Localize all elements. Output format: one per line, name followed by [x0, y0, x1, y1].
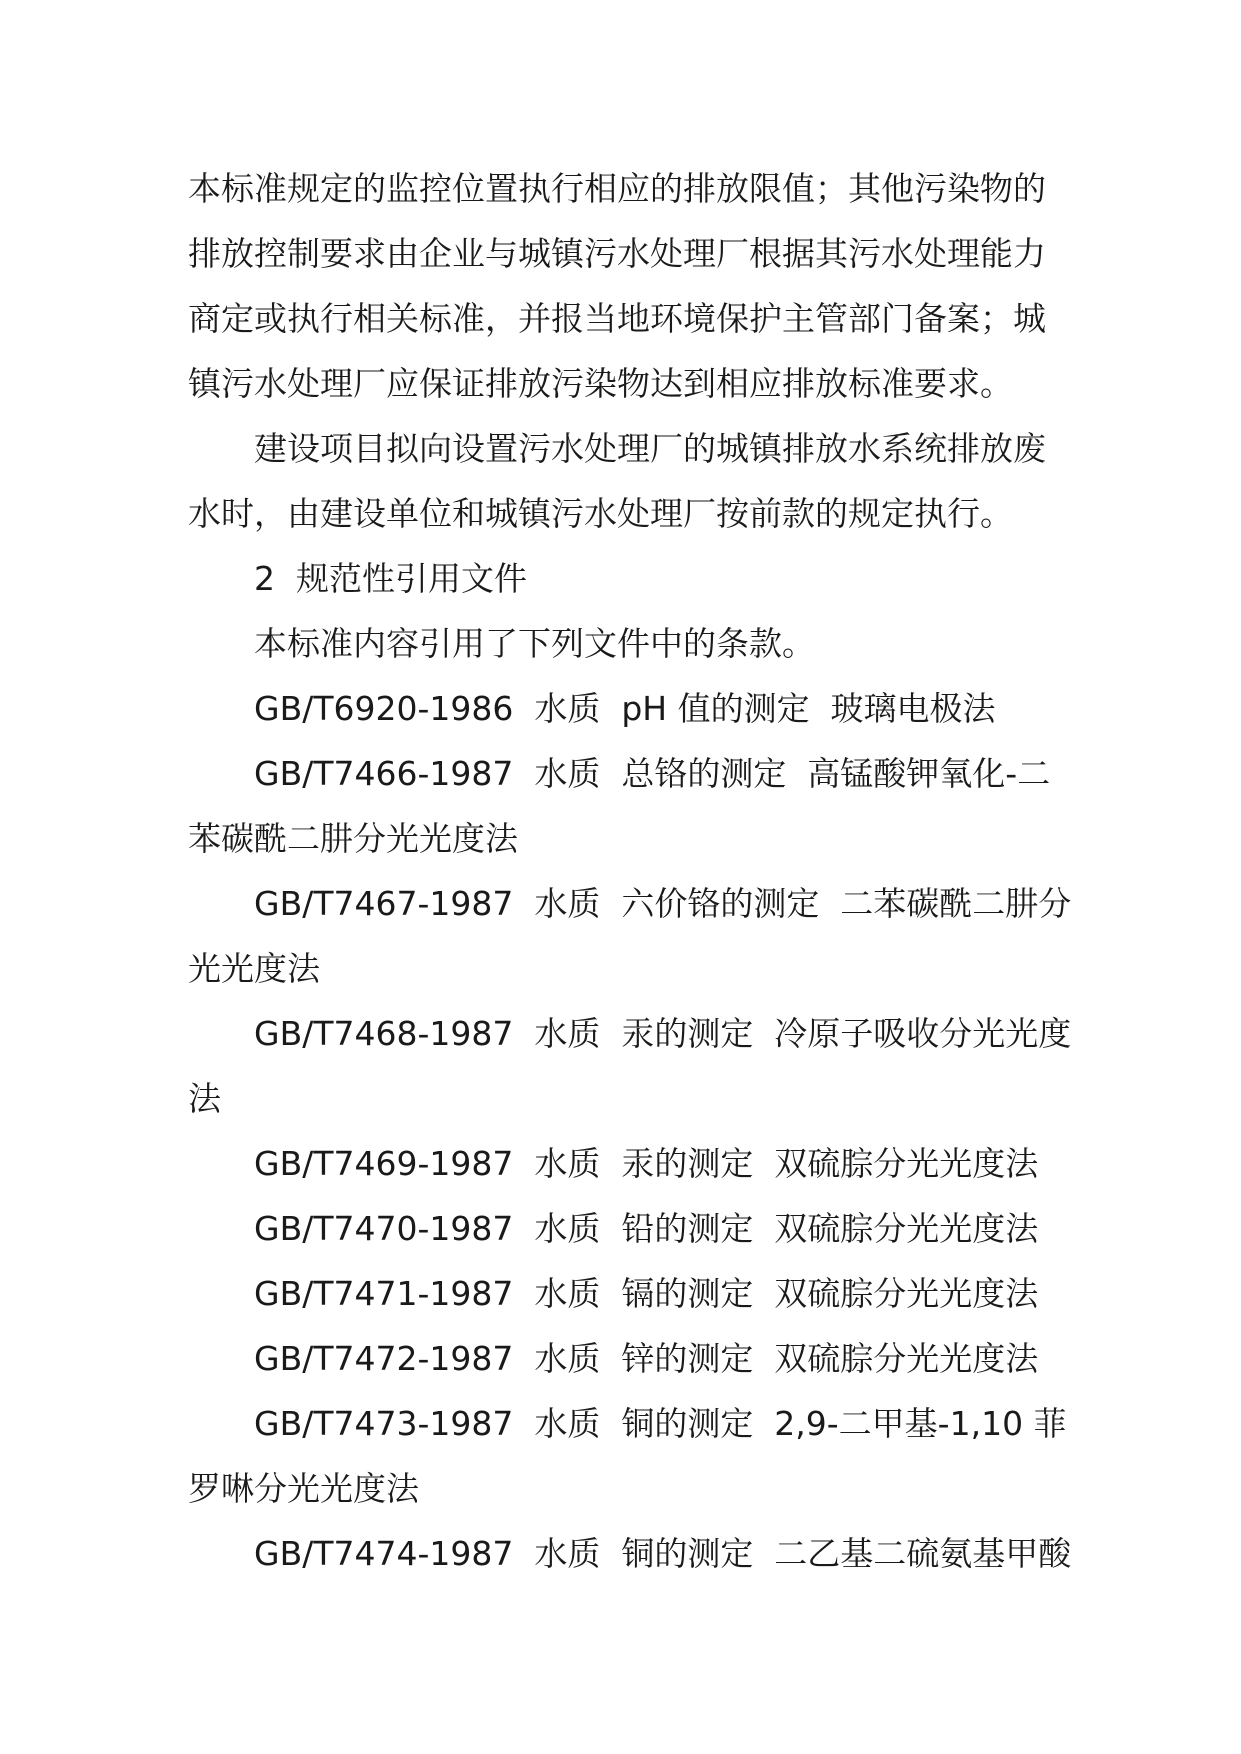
reference-item: GB/T7467-1987 水质 六价铬的测定 二苯碳酰二肼分光光度法 — [188, 884, 1072, 988]
reference-item: GB/T7466-1987 水质 总铬的测定 高锰酸钾氧化-二苯碳酰二肼分光光度法 — [188, 754, 1051, 858]
reference-item: GB/T7468-1987 水质 汞的测定 冷原子吸收分光光度法 — [188, 1014, 1072, 1118]
paragraph-references-intro: 本标准内容引用了下列文件中的条款。 — [254, 624, 815, 663]
reference-item: GB/T7472-1987 水质 锌的测定 双硫腙分光光度法 — [254, 1339, 1039, 1378]
reference-item: GB/T7470-1987 水质 铅的测定 双硫腙分光光度法 — [254, 1209, 1039, 1248]
reference-item: GB/T7469-1987 水质 汞的测定 双硫腙分光光度法 — [254, 1144, 1039, 1183]
document-body — [188, 156, 1078, 1586]
paragraph-discharge-control: 本标准规定的监控位置执行相应的排放限值；其他污染物的排放控制要求由企业与城镇污水处理厂根据其污水处理能力商定或执行相关标准，并报当地环境保护主管部门备案；城镇污水处理厂应保证排放污染物达到相应排放标准要求。 — [188, 169, 1046, 403]
reference-item: GB/T7474-1987 水质 铜的测定 二乙基二硫氨基甲酸 — [254, 1534, 1072, 1573]
reference-item: GB/T6920-1986 水质 pH 值的测定 玻璃电极法 — [254, 689, 996, 728]
section-heading-normative-references: 2 规范性引用文件 — [254, 559, 527, 598]
reference-item: GB/T7471-1987 水质 镉的测定 双硫腙分光光度法 — [254, 1274, 1039, 1313]
paragraph-construction-project: 建设项目拟向设置污水处理厂的城镇排放水系统排放废水时，由建设单位和城镇污水处理厂按前款的规定执行。 — [188, 429, 1046, 533]
reference-item: GB/T7473-1987 水质 铜的测定 2,9-二甲基-1,10 菲罗啉分光光度法 — [188, 1404, 1067, 1508]
